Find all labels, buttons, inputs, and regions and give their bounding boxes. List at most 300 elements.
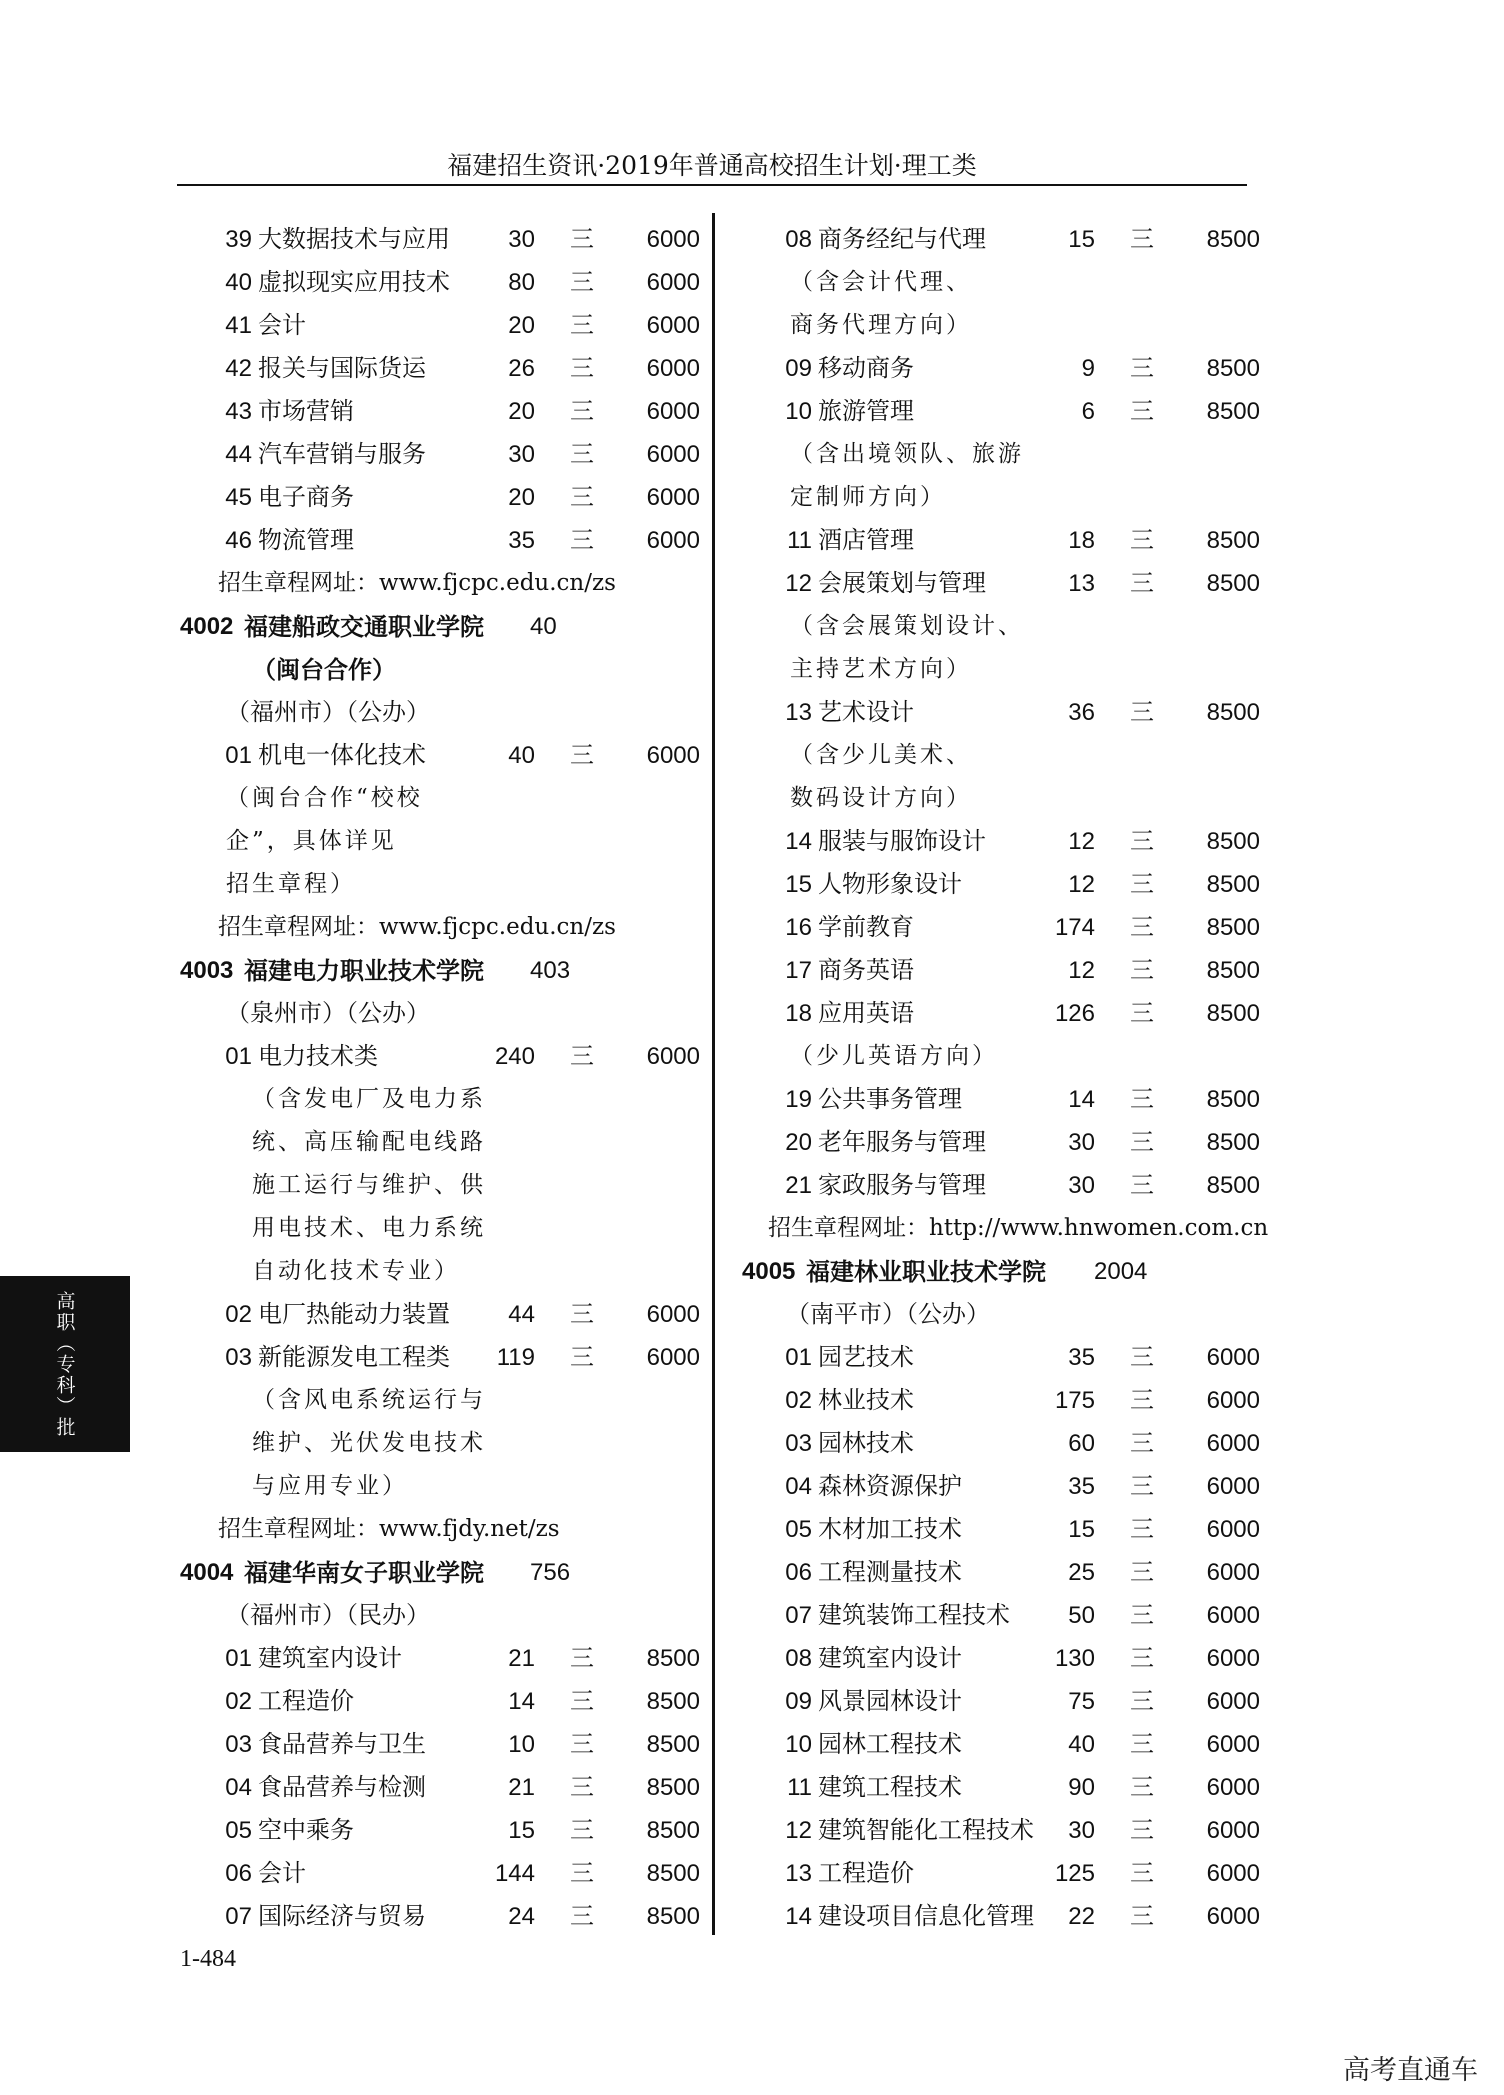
major-years: 三 (570, 268, 594, 296)
major-code: 14 (785, 828, 812, 855)
right-column (740, 218, 1269, 1938)
major-name: 老年服务与管理 (818, 1128, 986, 1156)
major-code: 06 (785, 1559, 812, 1586)
major-fee: 8500 (1206, 570, 1260, 597)
major-code: 04 (225, 1774, 252, 1801)
major-quota: 9 (1081, 355, 1095, 382)
major-code: 16 (785, 914, 812, 941)
major-code: 15 (785, 871, 812, 898)
admission-url: 招生章程网址：www.fjcpc.edu.cn/zs (218, 914, 616, 940)
admission-url: 招生章程网址：www.fjcpc.edu.cn/zs (218, 570, 616, 596)
note-text: 用电技术、电力系统 (252, 1215, 486, 1241)
major-fee: 6000 (646, 441, 700, 468)
major-name: 大数据技术与应用 (258, 225, 450, 253)
major-row (180, 476, 700, 519)
major-years: 三 (570, 1644, 594, 1672)
note-text: （含出境领队、旅游 (790, 441, 1024, 467)
major-name: 建筑智能化工程技术 (818, 1816, 1034, 1844)
major-code: 12 (785, 1817, 812, 1844)
major-code: 09 (785, 1688, 812, 1715)
major-note (180, 1422, 690, 1465)
major-code: 01 (225, 1645, 252, 1672)
major-note (180, 777, 690, 820)
major-row (740, 1766, 1260, 1809)
major-fee: 6000 (1206, 1731, 1260, 1758)
major-name: 家政服务与管理 (818, 1171, 986, 1199)
major-quota: 30 (508, 226, 535, 253)
major-row (740, 519, 1260, 562)
major-name: 酒店管理 (818, 526, 914, 554)
major-fee: 8500 (1206, 355, 1260, 382)
major-fee: 6000 (646, 1301, 700, 1328)
major-name: 市场营销 (258, 397, 354, 425)
major-name: 工程造价 (818, 1859, 914, 1887)
major-code: 03 (785, 1430, 812, 1457)
major-note (180, 1379, 690, 1422)
major-fee: 8500 (646, 1817, 700, 1844)
major-years: 三 (1130, 1472, 1154, 1500)
major-years: 三 (1130, 1515, 1154, 1543)
institution-subtitle-row (180, 648, 690, 691)
major-years: 三 (1130, 1171, 1154, 1199)
major-name: 食品营养与卫生 (258, 1730, 426, 1758)
major-years: 三 (1130, 1429, 1154, 1457)
major-years: 三 (570, 397, 594, 425)
major-code: 04 (785, 1473, 812, 1500)
major-row (180, 261, 700, 304)
major-quota: 44 (508, 1301, 535, 1328)
major-years: 三 (570, 1773, 594, 1801)
major-row (740, 1594, 1260, 1637)
major-quota: 10 (508, 1731, 535, 1758)
major-name: 建筑室内设计 (258, 1644, 402, 1672)
major-fee: 6000 (646, 398, 700, 425)
major-code: 43 (225, 398, 252, 425)
major-years: 三 (1130, 225, 1154, 253)
major-fee: 8500 (1206, 1129, 1260, 1156)
major-row (740, 1379, 1260, 1422)
major-name: 食品营养与检测 (258, 1773, 426, 1801)
major-row (180, 1035, 700, 1078)
major-years: 三 (1130, 870, 1154, 898)
major-note (740, 777, 1260, 820)
major-row (740, 1723, 1260, 1766)
major-fee: 8500 (646, 1645, 700, 1672)
note-text: （含少儿美术、 (790, 742, 972, 768)
major-code: 01 (225, 1043, 252, 1070)
major-quota: 35 (508, 527, 535, 554)
major-quota: 24 (508, 1903, 535, 1930)
side-tab-label: 高职（专科）批 (53, 1290, 76, 1438)
major-quota: 14 (508, 1688, 535, 1715)
major-name: 园林技术 (818, 1429, 914, 1457)
major-quota: 25 (1068, 1559, 1095, 1586)
major-quota: 30 (1068, 1817, 1095, 1844)
major-code: 01 (785, 1344, 812, 1371)
major-fee: 6000 (646, 269, 700, 296)
major-row (740, 1465, 1260, 1508)
major-code: 45 (225, 484, 252, 511)
major-years: 三 (570, 1859, 594, 1887)
page-header: 福建招生资讯·2019年普通高校招生计划·理工类 (447, 151, 977, 180)
major-row (740, 1680, 1260, 1723)
major-note (180, 1164, 690, 1207)
institution-location-row (740, 1293, 1260, 1336)
major-years: 三 (1130, 1386, 1154, 1414)
major-quota: 20 (508, 398, 535, 425)
watermark: 高考直通车 (1343, 2055, 1478, 2086)
major-quota: 21 (508, 1645, 535, 1672)
major-fee: 8500 (1206, 1086, 1260, 1113)
major-years: 三 (570, 440, 594, 468)
major-quota: 12 (1068, 957, 1095, 984)
major-years: 三 (1130, 827, 1154, 855)
major-quota: 15 (508, 1817, 535, 1844)
admission-url-row (740, 1207, 1269, 1250)
major-row (180, 390, 700, 433)
major-fee: 6000 (1206, 1473, 1260, 1500)
major-code: 02 (225, 1301, 252, 1328)
major-name: 国际经济与贸易 (258, 1902, 426, 1930)
institution-name: 福建华南女子职业学院 (244, 1558, 484, 1587)
note-text: 主持艺术方向） (790, 656, 972, 682)
major-row (740, 906, 1260, 949)
page-number: 1-484 (180, 1946, 236, 1972)
major-years: 三 (570, 354, 594, 382)
header-rule (177, 184, 1247, 186)
major-quota: 240 (494, 1043, 535, 1070)
major-years: 三 (1130, 956, 1154, 984)
note-text: 与应用专业） (252, 1473, 408, 1499)
institution-total: 40 (530, 613, 557, 640)
major-fee: 6000 (646, 226, 700, 253)
major-name: 电厂热能动力装置 (258, 1300, 450, 1328)
note-text: （含发电厂及电力系 (252, 1086, 486, 1112)
major-fee: 8500 (646, 1688, 700, 1715)
major-fee: 6000 (1206, 1774, 1260, 1801)
major-years: 三 (1130, 1343, 1154, 1371)
major-row (180, 1336, 700, 1379)
major-row (740, 1422, 1260, 1465)
major-fee: 6000 (1206, 1387, 1260, 1414)
major-code: 09 (785, 355, 812, 382)
major-name: 机电一体化技术 (258, 741, 426, 769)
major-row (740, 562, 1260, 605)
major-row (180, 1766, 700, 1809)
major-quota: 6 (1081, 398, 1095, 425)
major-row (180, 519, 700, 562)
major-quota: 175 (1054, 1387, 1095, 1414)
institution-location: （南平市）（公办） (786, 1300, 990, 1328)
major-name: 空中乘务 (258, 1816, 354, 1844)
major-code: 08 (785, 1645, 812, 1672)
major-code: 46 (225, 527, 252, 554)
major-years: 三 (1130, 1902, 1154, 1930)
major-fee: 8500 (646, 1903, 700, 1930)
major-note (740, 433, 1260, 476)
major-note (740, 734, 1260, 777)
major-code: 05 (225, 1817, 252, 1844)
major-row (180, 433, 700, 476)
major-note (180, 1250, 690, 1293)
major-row (180, 347, 700, 390)
major-name: 工程造价 (258, 1687, 354, 1715)
major-note (740, 304, 1260, 347)
institution-row (180, 949, 690, 992)
major-fee: 6000 (1206, 1860, 1260, 1887)
major-row (180, 734, 700, 777)
major-years: 三 (570, 311, 594, 339)
institution-total: 403 (530, 957, 571, 984)
major-name: 虚拟现实应用技术 (258, 268, 450, 296)
major-quota: 130 (1054, 1645, 1095, 1672)
major-name: 公共事务管理 (818, 1085, 962, 1113)
major-code: 03 (225, 1344, 252, 1371)
major-row (740, 820, 1260, 863)
major-row (180, 1809, 700, 1852)
major-quota: 125 (1054, 1860, 1095, 1887)
major-code: 18 (785, 1000, 812, 1027)
major-fee: 8500 (646, 1731, 700, 1758)
major-row (740, 691, 1260, 734)
major-quota: 144 (494, 1860, 535, 1887)
institution-location-row (180, 992, 690, 1035)
major-note (740, 648, 1260, 691)
major-code: 44 (225, 441, 252, 468)
note-text: 商务代理方向） (790, 312, 972, 338)
major-name: 新能源发电工程类 (258, 1343, 450, 1371)
major-name: 物流管理 (258, 526, 354, 554)
major-quota: 60 (1068, 1430, 1095, 1457)
institution-total: 2004 (1094, 1258, 1148, 1285)
major-quota: 26 (508, 355, 535, 382)
major-code: 12 (785, 570, 812, 597)
major-fee: 6000 (646, 355, 700, 382)
institution-location-row (180, 1594, 690, 1637)
major-code: 11 (787, 527, 812, 554)
institution-name: 福建电力职业技术学院 (244, 956, 484, 985)
note-text: 施工运行与维护、供 (252, 1172, 486, 1198)
major-code: 07 (225, 1903, 252, 1930)
major-row (740, 863, 1260, 906)
major-code: 39 (225, 226, 252, 253)
major-row (180, 1895, 700, 1938)
major-row (740, 1164, 1260, 1207)
major-name: 园艺技术 (818, 1343, 914, 1371)
major-name: 工程测量技术 (818, 1558, 962, 1586)
major-years: 三 (1130, 1644, 1154, 1672)
major-fee: 8500 (646, 1860, 700, 1887)
major-years: 三 (570, 1730, 594, 1758)
major-fee: 6000 (1206, 1516, 1260, 1543)
major-quota: 30 (508, 441, 535, 468)
major-years: 三 (570, 741, 594, 769)
major-quota: 20 (508, 312, 535, 339)
major-code: 42 (225, 355, 252, 382)
major-name: 园林工程技术 (818, 1730, 962, 1758)
note-text: （闽台合作“校校 (226, 785, 423, 811)
major-years: 三 (570, 225, 594, 253)
major-quota: 119 (496, 1344, 535, 1371)
major-name: 商务经纪与代理 (818, 225, 986, 253)
major-name: 应用英语 (818, 999, 914, 1027)
major-name: 电力技术类 (258, 1042, 378, 1070)
major-note (180, 1207, 690, 1250)
major-years: 三 (1130, 999, 1154, 1027)
major-years: 三 (570, 483, 594, 511)
major-row (740, 949, 1260, 992)
major-code: 10 (785, 1731, 812, 1758)
institution-subtitle: （闽台合作） (252, 655, 396, 684)
major-quota: 21 (508, 1774, 535, 1801)
major-years: 三 (570, 1902, 594, 1930)
major-years: 三 (1130, 1687, 1154, 1715)
major-code: 10 (785, 398, 812, 425)
institution-name: 福建林业职业技术学院 (806, 1257, 1046, 1286)
major-row (740, 1336, 1260, 1379)
note-text: （含风电系统运行与 (252, 1387, 486, 1413)
major-name: 移动商务 (818, 354, 914, 382)
major-quota: 35 (1068, 1473, 1095, 1500)
note-text: （含会计代理、 (790, 269, 972, 295)
major-code: 40 (225, 269, 252, 296)
major-row (180, 218, 700, 261)
institution-total: 756 (530, 1559, 571, 1586)
major-years: 三 (570, 1687, 594, 1715)
major-code: 06 (225, 1860, 252, 1887)
note-text: 企”，具体详见 (226, 828, 397, 854)
institution-location-row (180, 691, 690, 734)
major-note (180, 820, 690, 863)
side-tab (0, 1276, 130, 1452)
major-fee: 8500 (1206, 871, 1260, 898)
major-fee: 6000 (1206, 1903, 1260, 1930)
major-fee: 8500 (1206, 527, 1260, 554)
institution-row (740, 1250, 1260, 1293)
major-years: 三 (570, 1300, 594, 1328)
major-row (180, 1852, 700, 1895)
column-divider (712, 213, 715, 1935)
major-quota: 50 (1068, 1602, 1095, 1629)
major-code: 21 (785, 1172, 812, 1199)
institution-code: 4004 (180, 1559, 234, 1586)
major-years: 三 (1130, 569, 1154, 597)
major-quota: 40 (1068, 1731, 1095, 1758)
major-fee: 8500 (1206, 914, 1260, 941)
major-fee: 6000 (646, 1344, 700, 1371)
admission-url-row (180, 906, 690, 949)
major-fee: 6000 (1206, 1817, 1260, 1844)
major-years: 三 (1130, 1730, 1154, 1758)
major-fee: 6000 (1206, 1430, 1260, 1457)
major-name: 电子商务 (258, 483, 354, 511)
institution-name: 福建船政交通职业学院 (244, 612, 484, 641)
major-fee: 6000 (646, 742, 700, 769)
major-quota: 15 (1068, 226, 1095, 253)
major-name: 汽车营销与服务 (258, 440, 426, 468)
major-years: 三 (1130, 1859, 1154, 1887)
major-quota: 35 (1068, 1344, 1095, 1371)
major-years: 三 (1130, 913, 1154, 941)
major-note (740, 476, 1260, 519)
institution-row (180, 1551, 690, 1594)
institution-code: 4002 (180, 613, 234, 640)
major-fee: 8500 (1206, 226, 1260, 253)
major-code: 03 (225, 1731, 252, 1758)
major-years: 三 (1130, 1816, 1154, 1844)
major-note (180, 1465, 690, 1508)
major-fee: 8500 (1206, 398, 1260, 425)
major-years: 三 (1130, 526, 1154, 554)
major-years: 三 (570, 1343, 594, 1371)
major-name: 木材加工技术 (818, 1515, 962, 1543)
major-row (740, 1852, 1260, 1895)
major-fee: 6000 (1206, 1602, 1260, 1629)
major-quota: 12 (1068, 871, 1095, 898)
major-quota: 30 (1068, 1129, 1095, 1156)
institution-location: （福州市）（公办） (226, 698, 430, 726)
major-name: 服装与服饰设计 (818, 827, 986, 855)
major-name: 森林资源保护 (818, 1472, 962, 1500)
major-years: 三 (1130, 1085, 1154, 1113)
major-years: 三 (1130, 1558, 1154, 1586)
note-text: 定制师方向） (790, 484, 946, 510)
major-quota: 80 (508, 269, 535, 296)
major-quota: 126 (1054, 1000, 1095, 1027)
major-note (740, 605, 1260, 648)
major-row (740, 347, 1260, 390)
major-code: 11 (787, 1774, 812, 1801)
major-code: 08 (785, 226, 812, 253)
major-years: 三 (570, 1816, 594, 1844)
major-quota: 14 (1068, 1086, 1095, 1113)
note-text: 数码设计方向） (790, 785, 972, 811)
major-years: 三 (1130, 354, 1154, 382)
major-quota: 75 (1068, 1688, 1095, 1715)
major-name: 建筑室内设计 (818, 1644, 962, 1672)
note-text: 统、高压输配电线路 (252, 1129, 486, 1155)
major-name: 林业技术 (818, 1386, 914, 1414)
major-code: 13 (785, 699, 812, 726)
major-code: 14 (785, 1903, 812, 1930)
major-row (740, 1809, 1260, 1852)
major-name: 人物形象设计 (818, 870, 962, 898)
note-text: 维护、光伏发电技术 (252, 1430, 486, 1456)
major-code: 02 (785, 1387, 812, 1414)
major-row (180, 1293, 700, 1336)
admission-url: 招生章程网址：http://www.hnwomen.com.cn (768, 1215, 1269, 1241)
admission-url-row (180, 562, 690, 605)
major-fee: 8500 (1206, 828, 1260, 855)
major-quota: 18 (1068, 527, 1095, 554)
note-text: （含会展策划设计、 (790, 613, 1024, 639)
major-row (740, 1078, 1260, 1121)
major-name: 商务英语 (818, 956, 914, 984)
major-fee: 6000 (1206, 1559, 1260, 1586)
major-name: 艺术设计 (818, 698, 914, 726)
major-name: 建设项目信息化管理 (818, 1902, 1034, 1930)
major-quota: 22 (1068, 1903, 1095, 1930)
major-note (180, 1121, 690, 1164)
major-row (740, 1637, 1260, 1680)
major-quota: 20 (508, 484, 535, 511)
major-years: 三 (570, 526, 594, 554)
major-note (180, 863, 690, 906)
major-quota: 12 (1068, 828, 1095, 855)
major-fee: 6000 (646, 312, 700, 339)
note-text: （少儿英语方向） (790, 1043, 998, 1069)
major-row (740, 218, 1260, 261)
